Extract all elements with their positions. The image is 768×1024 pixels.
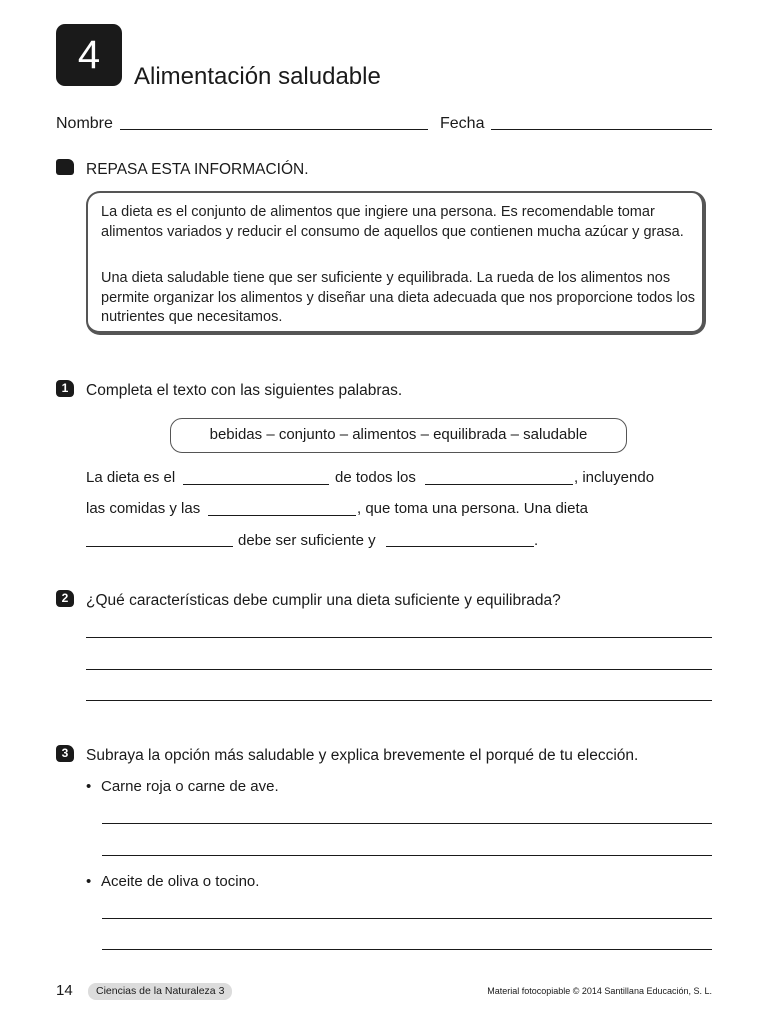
blank-2[interactable] xyxy=(425,484,573,485)
date-label: Fecha xyxy=(440,115,485,132)
book-tag: Ciencias de la Naturaleza 3 xyxy=(88,983,232,1000)
name-label: Nombre xyxy=(56,115,113,132)
unit-number-badge: 4 xyxy=(56,24,122,86)
name-field[interactable] xyxy=(120,129,428,130)
page-number: 14 xyxy=(56,982,73,999)
exercise-3-number: 3 xyxy=(56,745,74,762)
info-paragraph-2: Una dieta saludable tiene que ser suficiente y equilibrada. La rueda de los alimentos nos permite organizar los alimentos y diseñar una dieta adecuada que nos proporcione todos los nutrientes que necesitamos. xyxy=(101,270,696,326)
exercise-1-number: 1 xyxy=(56,380,74,397)
sentence-text: las comidas y las xyxy=(86,500,201,517)
answer-line[interactable] xyxy=(86,669,712,670)
option-1: Carne roja o carne de ave. xyxy=(101,778,279,795)
exercise-1-prompt: Completa el texto con las siguientes palabras. xyxy=(86,382,403,399)
answer-line[interactable] xyxy=(86,700,712,701)
exercise-3-prompt: Subraya la opción más saludable y explica brevemente el porqué de tu elección. xyxy=(86,747,639,764)
sentence-text: . xyxy=(534,532,539,549)
blank-3[interactable] xyxy=(208,515,356,516)
info-paragraph-1: La dieta es el conjunto de alimentos que ingiere una persona. Es recomendable tomar alimentos variados y reducir el consumo de aquellos que contienen mucha azúcar y grasa. xyxy=(101,204,684,240)
exercise-2-prompt: ¿Qué características debe cumplir una dieta suficiente y equilibrada? xyxy=(86,592,561,609)
sentence-text: , que toma una persona. Una dieta xyxy=(357,500,588,517)
sentence-text: debe ser suficiente y xyxy=(238,532,376,549)
bullet-icon: • xyxy=(86,778,92,795)
blank-5[interactable] xyxy=(386,546,534,547)
copyright-notice: Material fotocopiable © 2014 Santillana Educación, S. L. xyxy=(487,986,712,996)
page-title: Alimentación saludable xyxy=(134,63,381,90)
sentence-text: de todos los xyxy=(335,469,416,486)
date-field[interactable] xyxy=(491,129,712,130)
exercise-2-number: 2 xyxy=(56,590,74,607)
option-2: Aceite de oliva o tocino. xyxy=(101,873,260,890)
sentence-text: La dieta es el xyxy=(86,469,176,486)
answer-line[interactable] xyxy=(102,855,712,856)
answer-line[interactable] xyxy=(86,637,712,638)
answer-line[interactable] xyxy=(102,949,712,950)
section-marker xyxy=(56,159,74,175)
bullet-icon: • xyxy=(86,873,92,890)
answer-line[interactable] xyxy=(102,823,712,824)
answer-line[interactable] xyxy=(102,918,712,919)
review-heading: REPASA ESTA INFORMACIÓN. xyxy=(86,161,309,178)
word-bank: bebidas – conjunto – alimentos – equilibrada – saludable xyxy=(170,418,627,453)
sentence-text: , incluyendo xyxy=(574,469,655,486)
blank-1[interactable] xyxy=(183,484,329,485)
blank-4[interactable] xyxy=(86,546,233,547)
